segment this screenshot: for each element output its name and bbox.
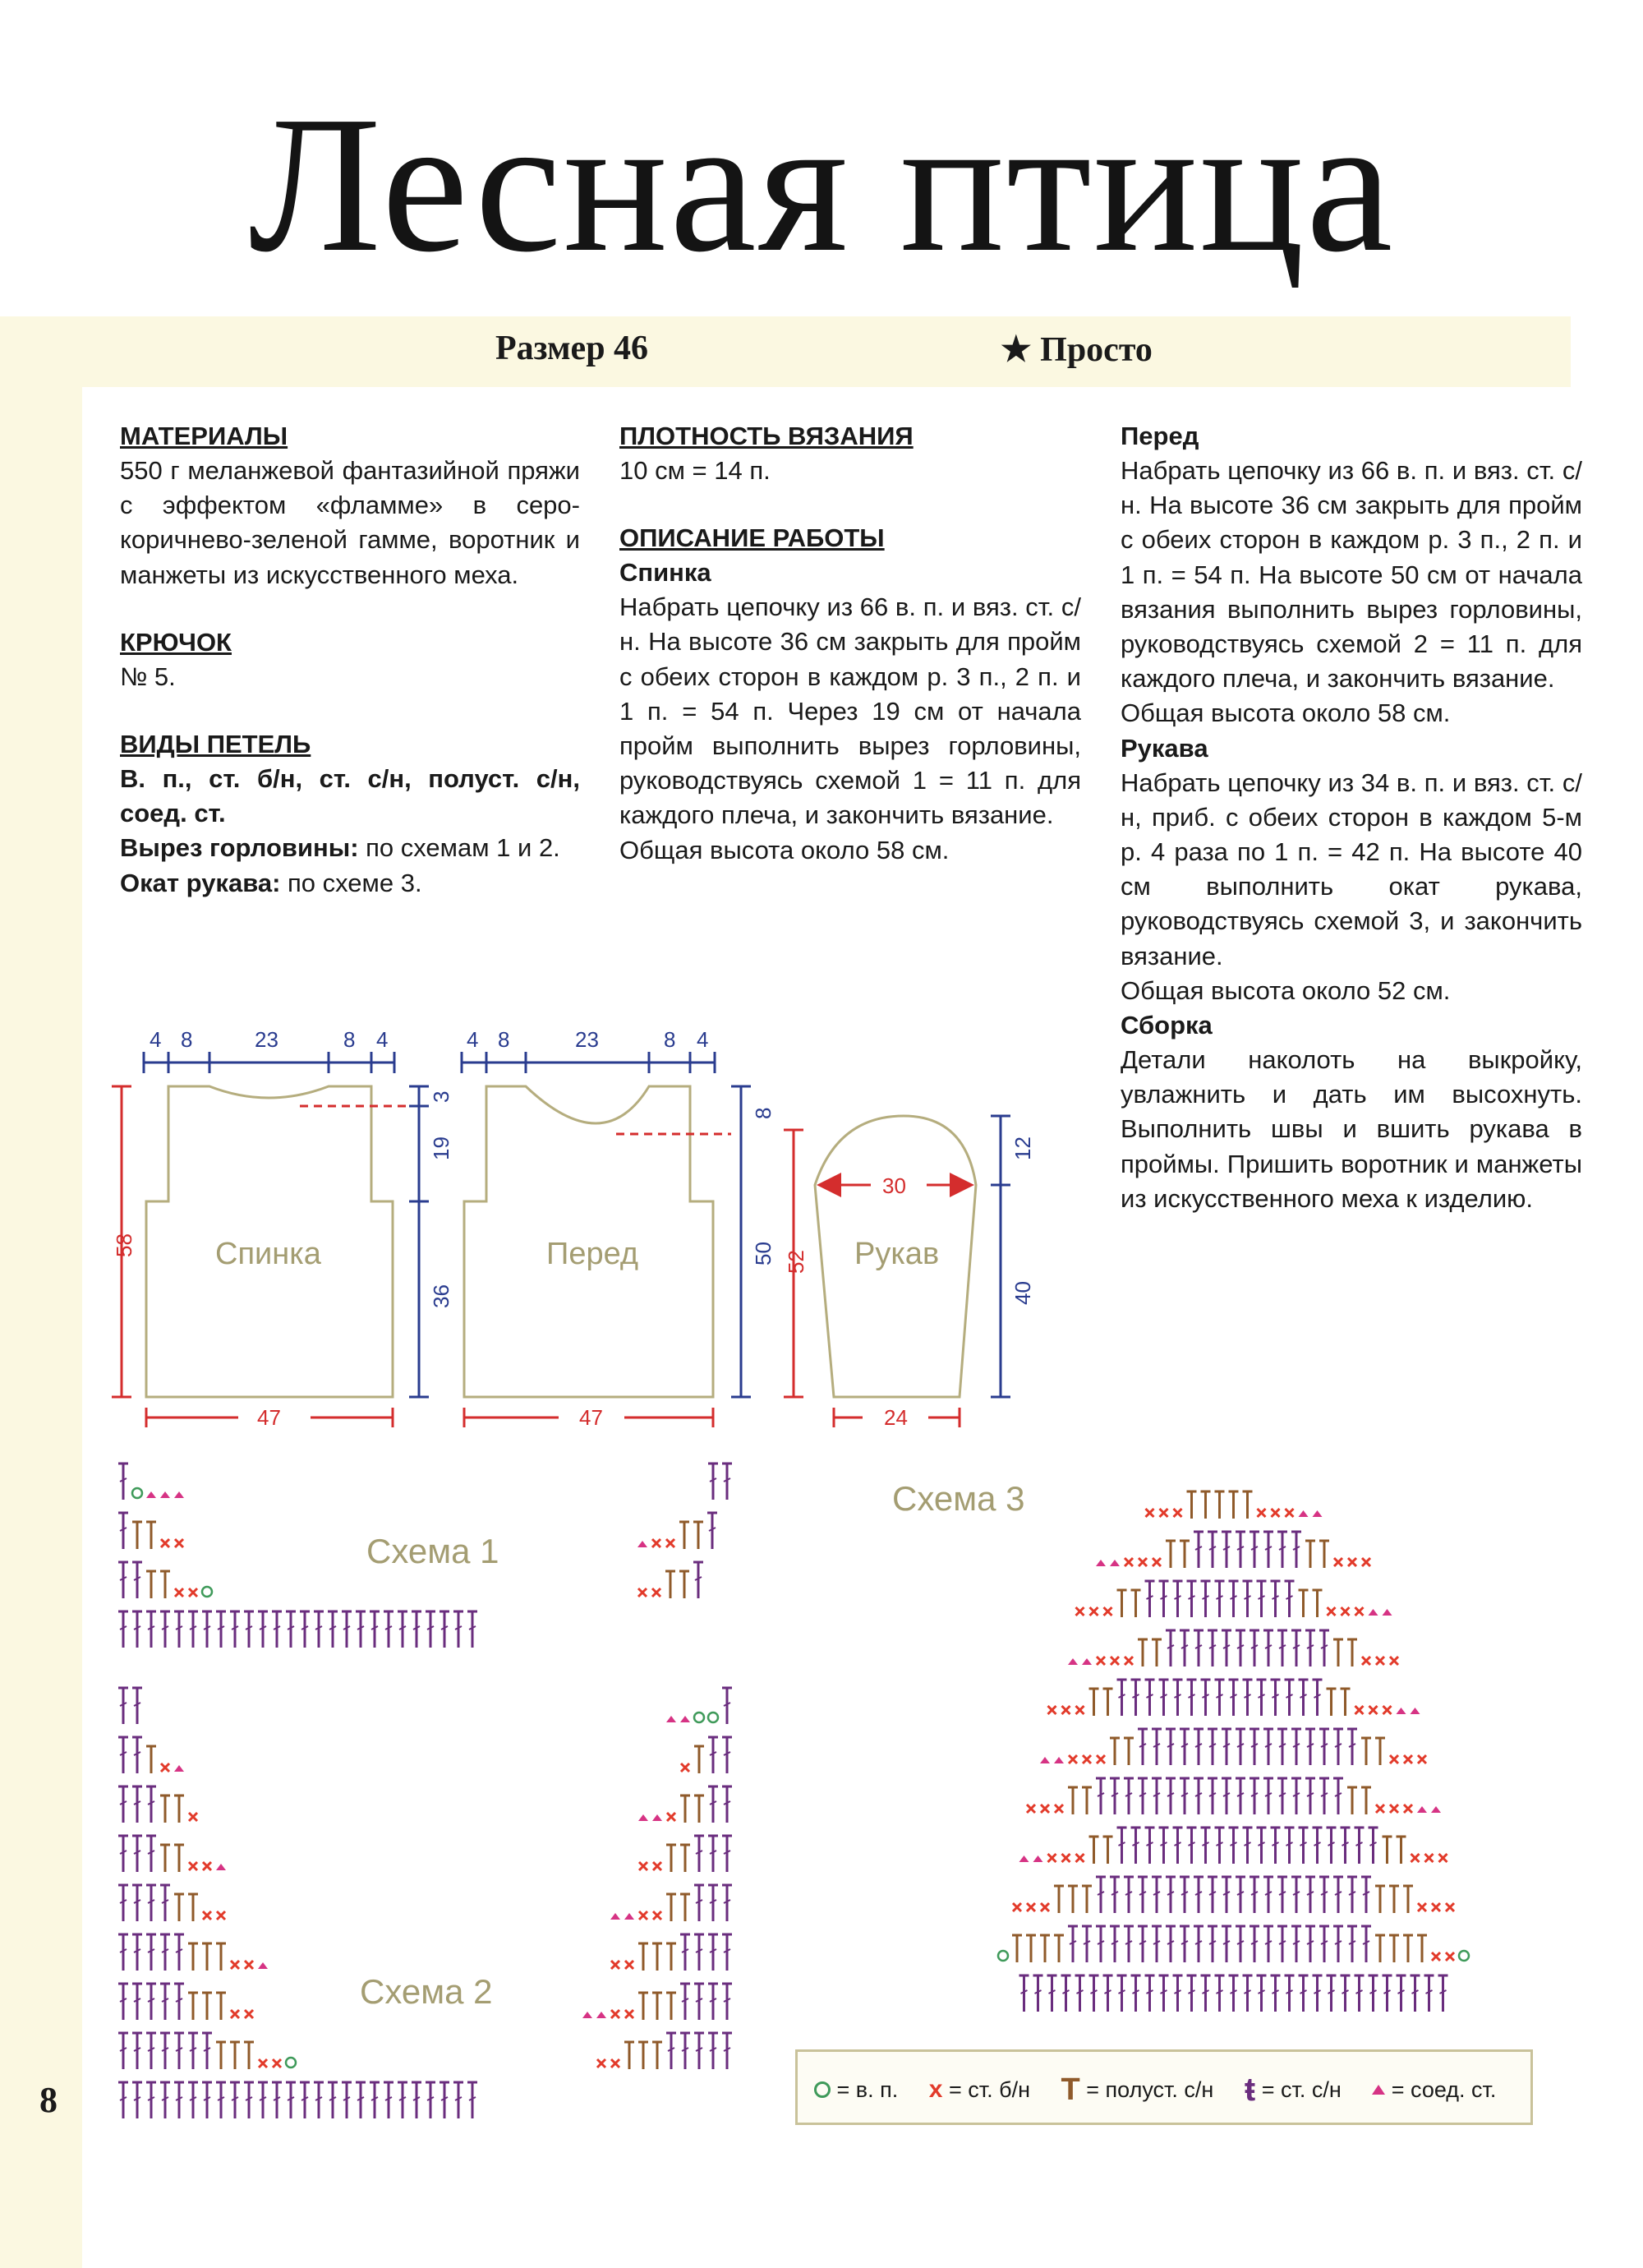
column-work — [619, 419, 1081, 868]
column-materials — [120, 419, 580, 901]
column-front — [1121, 419, 1582, 1216]
dim-sleeve-bottom: 24 — [884, 1405, 908, 1430]
front-piece-label: Перед — [546, 1237, 639, 1271]
work-heading: ОПИСАНИЕ РАБОТЫ — [619, 523, 885, 553]
sleeve-piece-label: Рукав — [854, 1237, 940, 1271]
dim-top-1: 4 — [150, 1027, 162, 1052]
dim-top-5: 4 — [376, 1027, 389, 1052]
sleeve-line — [120, 866, 580, 901]
dim-sleeve-total: 52 — [784, 1250, 808, 1274]
dim-back-width: 47 — [257, 1405, 281, 1430]
sleeve-label: Окат рукава: — [120, 868, 281, 897]
sleeves-text: Набрать цепочку из 34 в. п. и вяз. ст. с/н, приб. с обеих сторон в каждом 5-м р. 4 раза по 1 п. = 42 п. На высоте 40 см выполнить окат рукава, руководствуясь схемой 3, и закончить вязание. — [1121, 768, 1582, 970]
stitch-legend — [795, 2049, 1533, 2125]
double-crochet-icon: ŧ — [1244, 2071, 1256, 2108]
legend-double-crochet: = ст. с/н — [1261, 2077, 1342, 2102]
dim-front-top-3: 23 — [575, 1027, 599, 1052]
dim-back-neck: 3 — [429, 1090, 453, 1103]
front-text: Набрать цепочку из 66 в. п. и вяз. ст. с/н. На высоте 36 см закрыть для пройм с обеих сторон в каждом р. 3 п., 2 п. и 1 п. = 54 п. На высоте 50 см от начала вязания выполнить вырез горловины, руководствуясь схемой 2 = 11 п. для каждого плеча, и закончить вязание. — [1121, 456, 1582, 694]
dim-back-total: 58 — [112, 1233, 136, 1257]
neck-text: по схемам 1 и 2. — [358, 833, 560, 863]
dim-front-top-2: 8 — [498, 1027, 510, 1052]
dim-top-4: 8 — [343, 1027, 356, 1052]
dim-front-top-1: 4 — [467, 1027, 479, 1052]
scheme-2-chart — [118, 1688, 732, 2118]
sleeves-total: Общая высота около 52 см. — [1121, 975, 1451, 1005]
dim-back-lower: 36 — [429, 1284, 453, 1308]
dim-back-armhole: 19 — [429, 1136, 453, 1160]
front-total: Общая высота около 58 см. — [1121, 698, 1451, 728]
dim-front-neck: 8 — [751, 1107, 775, 1119]
scheme-1-chart — [118, 1464, 732, 1648]
assembly-text: Детали наколоть на выкройку, увлажнить и дать им высохнуть. Выполнить швы и вшить рукава в проймы. Пришить воротник и манжеты из искусственного меха к изделию. — [1121, 1045, 1582, 1213]
slip-stitch-icon — [1372, 2085, 1385, 2095]
chain-icon — [814, 2081, 831, 2098]
neck-line — [120, 831, 580, 865]
difficulty-label: ★ Просто — [1001, 331, 1153, 369]
hook-heading: КРЮЧОК — [120, 627, 232, 657]
legend-chain: = в. п. — [836, 2077, 899, 2102]
size-label: Размер 46 — [495, 330, 649, 367]
sleeve-text: по схеме 3. — [280, 868, 422, 897]
pattern-diagram — [0, 1011, 1093, 1438]
info-band — [0, 316, 1571, 387]
materials-text: 550 г меланжевой фантазийной пряжи с эффектом «фламме» в серо-коричнево-зеленой гамме, воротник и манжеты из искусственного меха. — [120, 456, 580, 589]
scheme-3-chart — [998, 1491, 1469, 2012]
scheme-3-label: Схема 3 — [892, 1479, 1025, 1518]
dim-top-2: 8 — [181, 1027, 193, 1052]
front-title: Перед — [1121, 422, 1199, 450]
dim-front-lower: 50 — [751, 1242, 775, 1265]
stitches-text: В. п., ст. б/н, ст. с/н, полуст. с/н, соед. ст. — [120, 764, 580, 828]
gauge-heading: ПЛОТНОСТЬ ВЯЗАНИЯ — [619, 422, 914, 450]
dim-front-width: 47 — [579, 1405, 603, 1430]
half-double-crochet-icon: T — [1061, 2072, 1080, 2107]
scheme-2-label: Схема 2 — [360, 1972, 493, 2011]
dim-top-3: 23 — [255, 1027, 278, 1052]
dim-front-top-5: 4 — [697, 1027, 709, 1052]
hook-text: № 5. — [120, 662, 176, 691]
back-title: Спинка — [619, 558, 711, 588]
assembly-title: Сборка — [1121, 1011, 1213, 1040]
page-number: 8 — [39, 2080, 58, 2120]
materials-heading: МАТЕРИАЛЫ — [120, 422, 288, 450]
back-piece-label: Спинка — [215, 1237, 321, 1271]
back-text: Набрать цепочку из 66 в. п. и вяз. ст. с/н. На высоте 36 см закрыть для пройм с обеих сторон в каждом р. 3 п., 2 п. и 1 п. = 54 п. Через 19 см от начала пройм выполнить вырез горловины, руководствуясь схемой 1 = 11 п. для каждого плеча, и закончить вязание. — [619, 592, 1081, 830]
single-crochet-icon: x — [928, 2075, 943, 2103]
dim-front-top-4: 8 — [664, 1027, 676, 1052]
sleeves-title: Рукава — [1121, 733, 1208, 763]
dim-sleeve-width: 30 — [882, 1173, 906, 1198]
legend-single-crochet: = ст. б/н — [948, 2077, 1031, 2102]
legend-half-double: = полуст. с/н — [1086, 2077, 1214, 2102]
page-title: Лесная птица — [248, 76, 1395, 293]
dim-sleeve-cap: 12 — [1010, 1136, 1035, 1160]
gauge-text: 10 см = 14 п. — [619, 456, 771, 485]
scheme-1-label: Схема 1 — [366, 1532, 499, 1570]
legend-slip-stitch: = соед. ст. — [1391, 2077, 1497, 2102]
neck-label: Вырез горловины: — [120, 833, 359, 863]
dim-sleeve-lower: 40 — [1010, 1281, 1035, 1305]
stitches-heading: ВИДЫ ПЕТЕЛЬ — [120, 730, 311, 759]
back-total: Общая высота около 58 см. — [619, 835, 950, 864]
